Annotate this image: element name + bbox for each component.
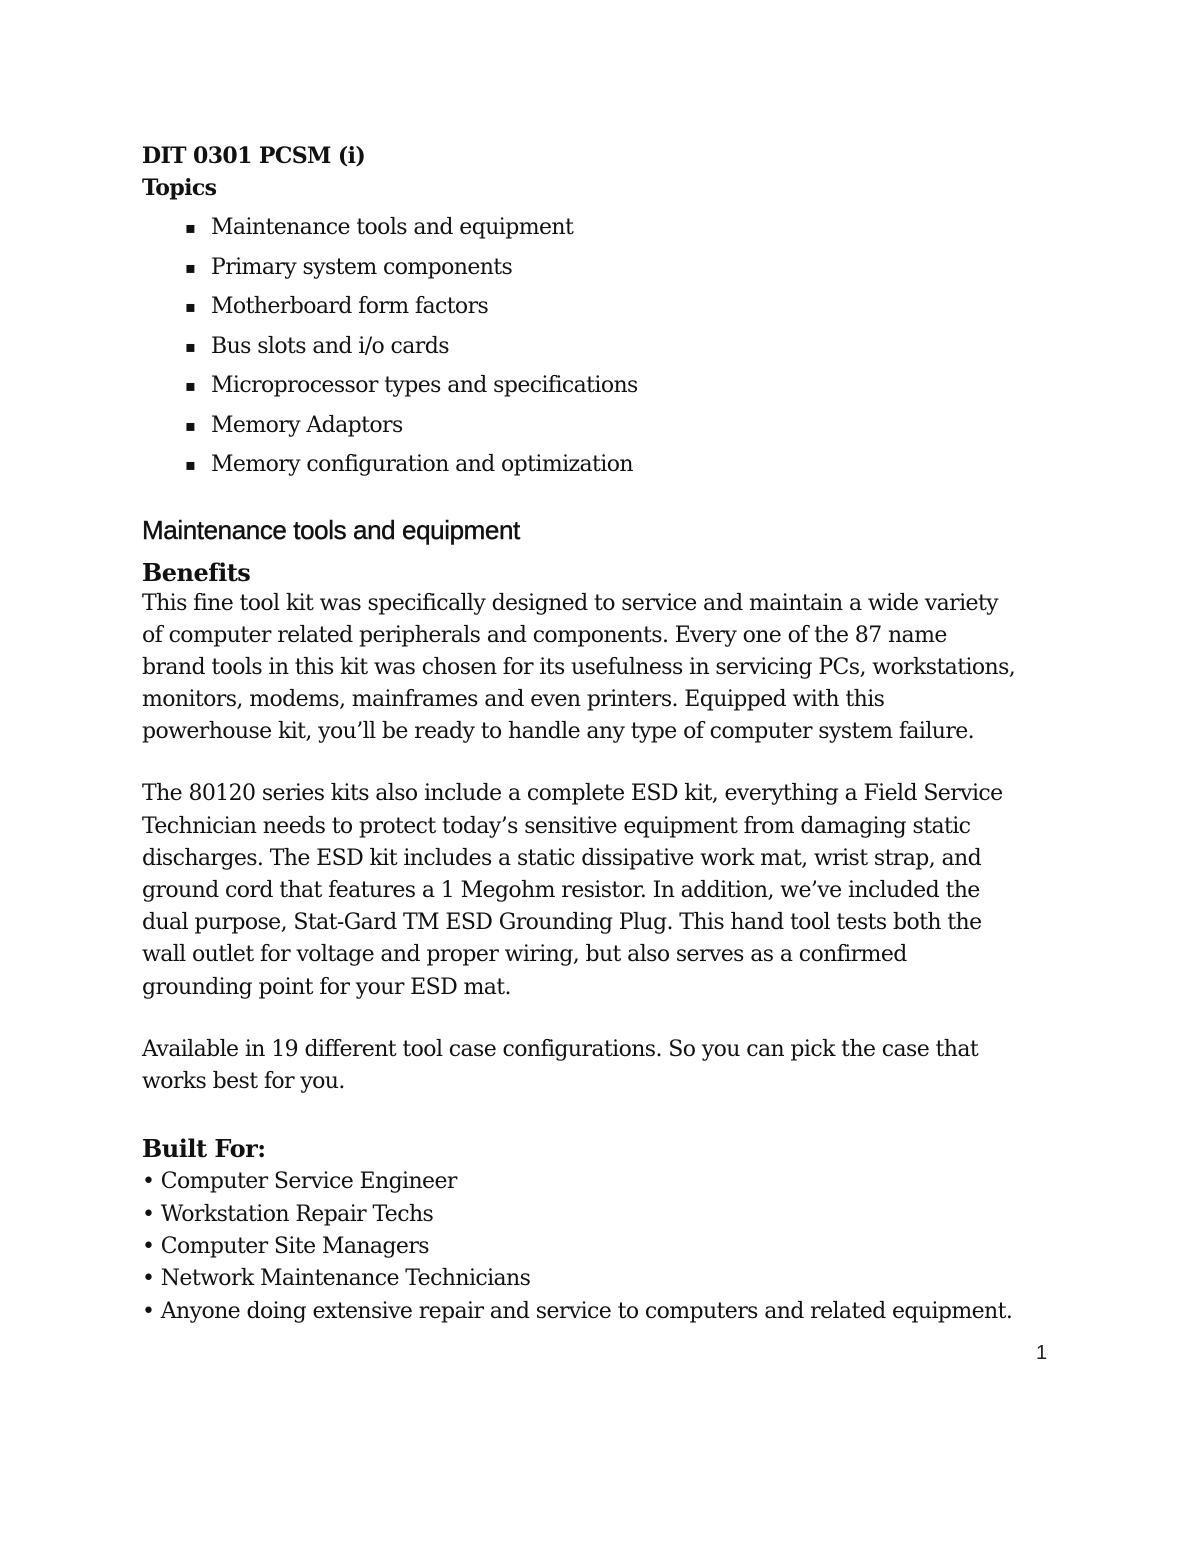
square-bullet-icon: ▪ bbox=[185, 415, 196, 435]
square-bullet-icon: ▪ bbox=[185, 336, 196, 356]
paragraph-spacer bbox=[142, 1004, 1072, 1034]
topic-item bbox=[142, 287, 1072, 327]
paragraph-line: dual purpose, Stat-Gard TM ESD Grounding Plug. This hand tool tests both the bbox=[142, 910, 982, 936]
paragraph-line: Technician needs to protect today’s sensitive equipment from damaging static bbox=[142, 813, 971, 839]
paragraph-line: The 80120 series kits also include a complete ESD kit, everything a Field Service bbox=[142, 781, 1003, 807]
built-for-list bbox=[142, 1166, 1072, 1328]
topic-item bbox=[142, 445, 1072, 485]
paragraph-line: ground cord that features a 1 Megohm resistor. In addition, we’ve included the bbox=[142, 878, 980, 903]
paragraph-line: Available in 19 different tool case configurations. So you can pick the case that bbox=[142, 1036, 979, 1062]
built-for-item: • Workstation Repair Techs bbox=[142, 1201, 434, 1227]
topic-item bbox=[142, 366, 1072, 406]
topic-item bbox=[142, 406, 1072, 446]
section-heading: Maintenance tools and equipment bbox=[142, 514, 520, 545]
topic-text: Maintenance tools and equipment bbox=[211, 215, 574, 240]
document-title: DIT 0301 PCSM (i) bbox=[142, 143, 366, 169]
built-for-item: • Computer Site Managers bbox=[142, 1233, 429, 1259]
paragraph-line: brand tools in this kit was chosen for its usefulness in servicing PCs, workstations, bbox=[142, 654, 1016, 680]
built-for-item: • Network Maintenance Technicians bbox=[142, 1266, 531, 1292]
paragraph-line: wall outlet for voltage and proper wiring, but also serves as a confirmed bbox=[142, 942, 907, 968]
paragraph-line: monitors, modems, mainframes and even printers. Equipped with this bbox=[142, 687, 885, 713]
square-bullet-icon: ▪ bbox=[185, 218, 196, 237]
paragraph-line: works best for you. bbox=[142, 1068, 345, 1094]
topic-text: Motherboard form factors bbox=[211, 294, 489, 319]
square-bullet-icon: ▪ bbox=[185, 376, 196, 395]
built-for-item: • Anyone doing extensive repair and service to computers and related equipment. bbox=[142, 1298, 1013, 1324]
square-bullet-icon: ▪ bbox=[185, 257, 196, 277]
topic-text: Primary system components bbox=[211, 254, 513, 280]
topic-text: Bus slots and i/o cards bbox=[211, 333, 449, 359]
topic-text: Memory configuration and optimization bbox=[211, 452, 633, 477]
paragraph-line: grounding point for your ESD mat. bbox=[142, 974, 511, 1000]
topics-label: Topics bbox=[142, 175, 217, 201]
paragraph-intro bbox=[142, 588, 1072, 749]
topic-text: Memory Adaptors bbox=[211, 412, 403, 438]
topic-item bbox=[142, 208, 1072, 248]
document-page bbox=[142, 140, 1072, 1328]
benefits-heading: Benefits bbox=[142, 557, 251, 587]
paragraph-line: of computer related peripherals and components. Every one of the 87 name bbox=[142, 622, 947, 648]
paragraph-line: This fine tool kit was specifically designed to service and maintain a wide variety bbox=[142, 590, 999, 616]
square-bullet-icon: ▪ bbox=[185, 455, 196, 474]
square-bullet-icon: ▪ bbox=[185, 297, 196, 316]
paragraph-spacer bbox=[142, 748, 1072, 778]
topic-item bbox=[142, 248, 1072, 288]
built-for-heading: Built For: bbox=[142, 1134, 266, 1164]
paragraph-line: powerhouse kit, you’ll be ready to handle any type of computer system failure. bbox=[142, 719, 975, 745]
paragraph-line: discharges. The ESD kit includes a static dissipative work mat, wrist strap, and bbox=[142, 845, 982, 871]
paragraph-availability bbox=[142, 1034, 1072, 1098]
built-for-item: • Computer Service Engineer bbox=[142, 1169, 457, 1195]
topics-list bbox=[142, 208, 1072, 485]
topic-item bbox=[142, 327, 1072, 367]
paragraph-esd bbox=[142, 778, 1072, 1003]
page-number: 1 bbox=[1036, 1342, 1048, 1364]
topic-text: Microprocessor types and specifications bbox=[211, 373, 638, 398]
